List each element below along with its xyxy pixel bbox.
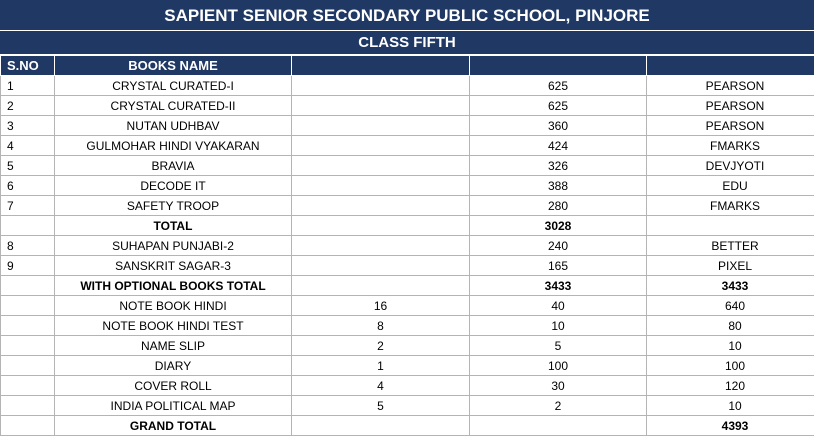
- table-row: [1, 176, 814, 196]
- book-publisher: PEARSON: [647, 116, 814, 136]
- grand-total-blank: [1, 416, 55, 436]
- book-blank: [292, 96, 470, 116]
- stationery-row: [1, 376, 814, 396]
- book-sno: 9: [1, 256, 55, 276]
- book-sno: 3: [1, 116, 55, 136]
- book-blank: [292, 196, 470, 216]
- book-publisher: FMARKS: [647, 136, 814, 156]
- stationery-qty: 1: [292, 356, 470, 376]
- table-row: [1, 256, 814, 276]
- school-name-header: SAPIENT SENIOR SECONDARY PUBLIC SCHOOL, PINJORE: [0, 0, 814, 31]
- book-name: CRYSTAL CURATED-I: [55, 76, 292, 96]
- grand-total-value: 4393: [647, 416, 814, 436]
- book-name: SUHAPAN PUNJABI-2: [55, 236, 292, 256]
- book-sno: 7: [1, 196, 55, 216]
- book-list-table: [0, 55, 814, 436]
- stationery-rate: 10: [470, 316, 647, 336]
- book-blank: [292, 256, 470, 276]
- stationery-rate: 100: [470, 356, 647, 376]
- book-sno: 1: [1, 76, 55, 96]
- book-name: DECODE IT: [55, 176, 292, 196]
- stationery-blank: [1, 376, 55, 396]
- total-blank: [292, 216, 470, 236]
- stationery-row: [1, 396, 814, 416]
- book-name: BRAVIA: [55, 156, 292, 176]
- total-label: TOTAL: [55, 216, 292, 236]
- stationery-blank: [1, 396, 55, 416]
- stationery-name: NOTE BOOK HINDI: [55, 296, 292, 316]
- optional-total-value-2: 3433: [647, 276, 814, 296]
- stationery-amount: 100: [647, 356, 814, 376]
- book-sno: 4: [1, 136, 55, 156]
- stationery-qty: 2: [292, 336, 470, 356]
- book-name: NUTAN UDHBAV: [55, 116, 292, 136]
- book-name: CRYSTAL CURATED-II: [55, 96, 292, 116]
- book-price: 625: [470, 76, 647, 96]
- stationery-amount: 640: [647, 296, 814, 316]
- stationery-amount: 10: [647, 336, 814, 356]
- book-name: SANSKRIT SAGAR-3: [55, 256, 292, 276]
- book-sno: 8: [1, 236, 55, 256]
- book-sno: 5: [1, 156, 55, 176]
- book-publisher: FMARKS: [647, 196, 814, 216]
- stationery-rate: 30: [470, 376, 647, 396]
- grand-total-blank: [292, 416, 470, 436]
- column-header-row: [1, 56, 814, 76]
- stationery-rate: 2: [470, 396, 647, 416]
- stationery-qty: 5: [292, 396, 470, 416]
- total-blank: [647, 216, 814, 236]
- table-row: [1, 156, 814, 176]
- book-publisher: PEARSON: [647, 96, 814, 116]
- book-blank: [292, 136, 470, 156]
- book-blank: [292, 76, 470, 96]
- col-header-blank-2: [470, 56, 647, 76]
- book-blank: [292, 116, 470, 136]
- col-header-blank-3: [647, 56, 814, 76]
- stationery-blank: [1, 296, 55, 316]
- col-header-books-name: BOOKS NAME: [55, 56, 292, 76]
- table-row: [1, 116, 814, 136]
- stationery-name: COVER ROLL: [55, 376, 292, 396]
- stationery-blank: [1, 356, 55, 376]
- stationery-amount: 10: [647, 396, 814, 416]
- book-price: 280: [470, 196, 647, 216]
- book-publisher: EDU: [647, 176, 814, 196]
- book-price: 165: [470, 256, 647, 276]
- table-row: [1, 136, 814, 156]
- total-blank: [1, 216, 55, 236]
- stationery-qty: 8: [292, 316, 470, 336]
- optional-total-label: WITH OPTIONAL BOOKS TOTAL: [55, 276, 292, 296]
- optional-total-value: 3433: [470, 276, 647, 296]
- stationery-rate: 5: [470, 336, 647, 356]
- book-name: GULMOHAR HINDI VYAKARAN: [55, 136, 292, 156]
- book-publisher: BETTER: [647, 236, 814, 256]
- col-header-sno: S.NO: [1, 56, 55, 76]
- col-header-blank-1: [292, 56, 470, 76]
- optional-total-blank: [292, 276, 470, 296]
- stationery-qty: 4: [292, 376, 470, 396]
- total-value: 3028: [470, 216, 647, 236]
- stationery-amount: 120: [647, 376, 814, 396]
- book-price: 388: [470, 176, 647, 196]
- stationery-amount: 80: [647, 316, 814, 336]
- stationery-row: [1, 296, 814, 316]
- stationery-rate: 40: [470, 296, 647, 316]
- book-price: 360: [470, 116, 647, 136]
- book-publisher: PIXEL: [647, 256, 814, 276]
- table-row: [1, 76, 814, 96]
- grand-total-row: [1, 416, 814, 436]
- stationery-row: [1, 356, 814, 376]
- book-price: 625: [470, 96, 647, 116]
- stationery-name: NOTE BOOK HINDI TEST: [55, 316, 292, 336]
- stationery-row: [1, 336, 814, 356]
- table-row: [1, 236, 814, 256]
- book-publisher: PEARSON: [647, 76, 814, 96]
- book-price: 326: [470, 156, 647, 176]
- total-row: [1, 216, 814, 236]
- stationery-name: NAME SLIP: [55, 336, 292, 356]
- stationery-name: DIARY: [55, 356, 292, 376]
- book-sno: 2: [1, 96, 55, 116]
- book-name: SAFETY TROOP: [55, 196, 292, 216]
- stationery-name: INDIA POLITICAL MAP: [55, 396, 292, 416]
- grand-total-blank: [470, 416, 647, 436]
- optional-total-blank: [1, 276, 55, 296]
- book-price: 240: [470, 236, 647, 256]
- stationery-blank: [1, 316, 55, 336]
- book-blank: [292, 176, 470, 196]
- book-blank: [292, 156, 470, 176]
- book-sno: 6: [1, 176, 55, 196]
- stationery-blank: [1, 336, 55, 356]
- class-title-header: CLASS FIFTH: [0, 31, 814, 55]
- book-publisher: DEVJYOTI: [647, 156, 814, 176]
- book-blank: [292, 236, 470, 256]
- table-row: [1, 96, 814, 116]
- stationery-row: [1, 316, 814, 336]
- book-price: 424: [470, 136, 647, 156]
- optional-total-row: [1, 276, 814, 296]
- grand-total-label: GRAND TOTAL: [55, 416, 292, 436]
- stationery-qty: 16: [292, 296, 470, 316]
- table-row: [1, 196, 814, 216]
